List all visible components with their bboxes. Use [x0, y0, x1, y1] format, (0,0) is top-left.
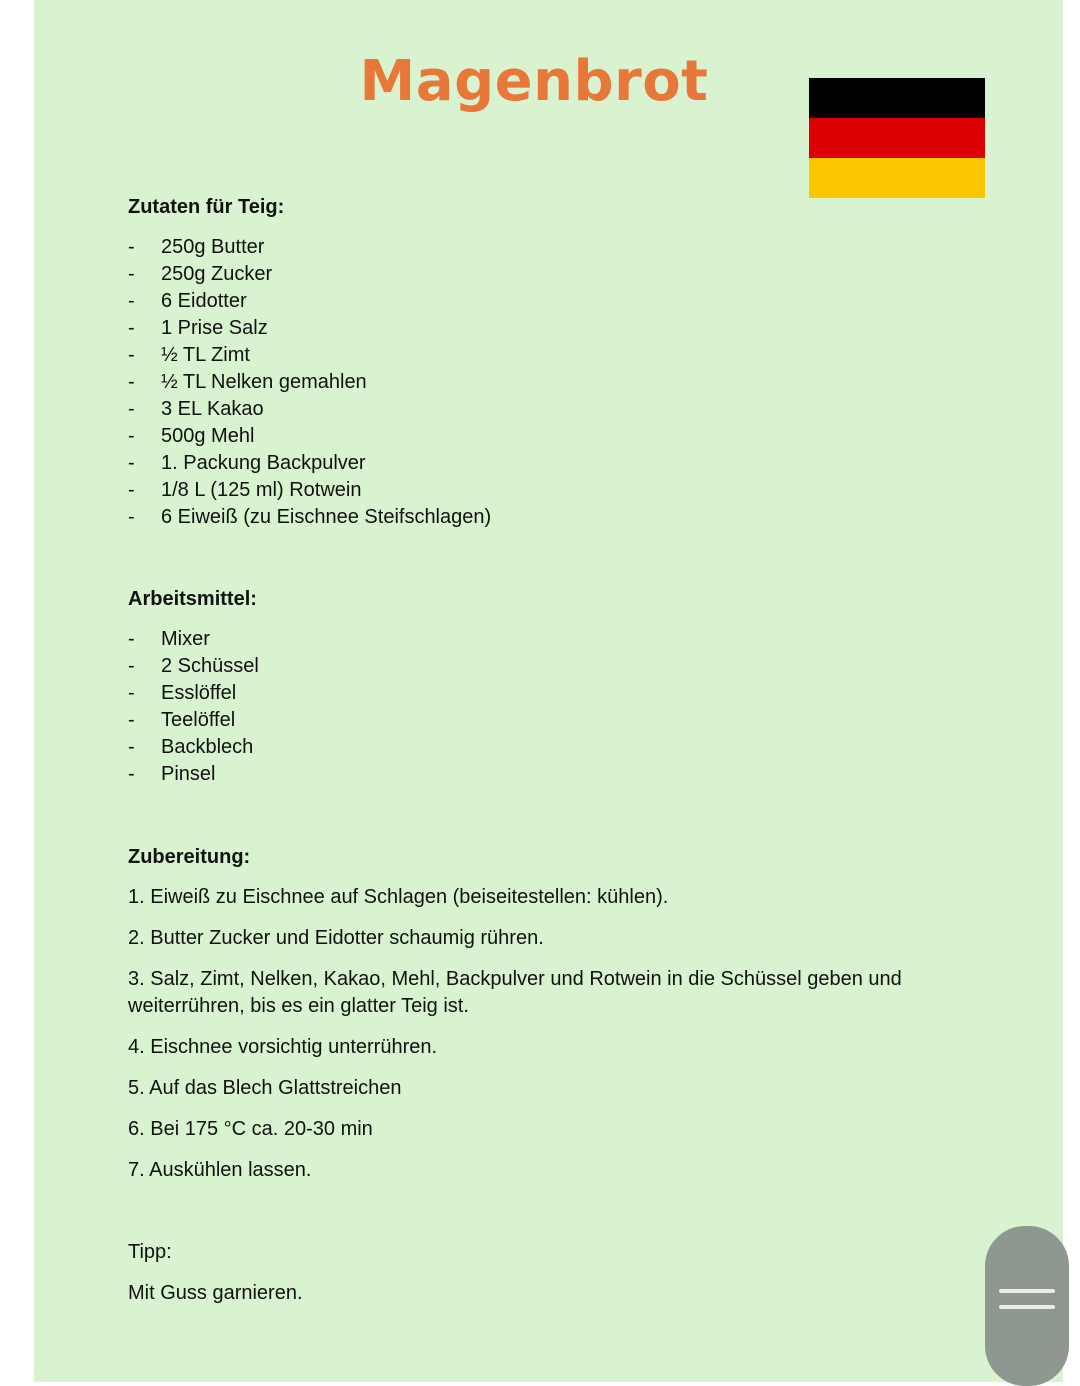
- list-item: - 250g Butter: [128, 236, 265, 258]
- preparation-step: 1. Eiweiß zu Eischnee auf Schlagen (beiseitestellen: kühlen).: [128, 886, 669, 908]
- ingredients-heading: Zutaten für Teig:: [128, 196, 285, 218]
- list-item: - 1/8 L (125 ml) Rotwein: [128, 479, 362, 501]
- preparation-step: 4. Eischnee vorsichtig unterrühren.: [128, 1036, 438, 1058]
- list-item: - 500g Mehl: [128, 425, 255, 447]
- list-item: - 6 Eiweiß (zu Eischnee Steifschlagen): [128, 506, 492, 528]
- list-item: - 1 Prise Salz: [128, 317, 268, 339]
- preparation-step: 5. Auf das Blech Glattstreichen: [128, 1077, 402, 1099]
- flag-stripe-red: [809, 118, 985, 158]
- tools-heading: Arbeitsmittel:: [128, 588, 257, 610]
- list-item: - Esslöffel: [128, 682, 237, 704]
- ingredients-list: [128, 234, 491, 531]
- list-item: - 2 Schüssel: [128, 655, 259, 677]
- preparation-heading: Zubereitung:: [128, 846, 251, 868]
- list-item: - 6 Eidotter: [128, 290, 247, 312]
- flag-stripe-black: [809, 78, 985, 118]
- list-item: - Teelöffel: [128, 709, 236, 731]
- preparation-step: 6. Bei 175 °C ca. 20-30 min: [128, 1118, 373, 1140]
- preparation-step: 2. Butter Zucker und Eidotter schaumig rühren.: [128, 927, 544, 949]
- scroll-handle[interactable]: [985, 1226, 1069, 1386]
- list-item: - 1. Packung Backpulver: [128, 452, 366, 474]
- list-item: - 3 EL Kakao: [128, 398, 264, 420]
- list-item: - Mixer: [128, 628, 210, 650]
- list-item: - ½ TL Nelken gemahlen: [128, 371, 367, 393]
- recipe-page: [34, 0, 1063, 1382]
- tip-text: Mit Guss garnieren.: [128, 1282, 303, 1304]
- list-item: - Pinsel: [128, 763, 216, 785]
- page-title: Magenbrot: [359, 49, 709, 114]
- preparation-step: 7. Auskühlen lassen.: [128, 1159, 312, 1181]
- list-item: - ½ TL Zimt: [128, 344, 250, 366]
- tools-list: [128, 626, 259, 788]
- tip-label: Tipp:: [128, 1241, 172, 1263]
- menu-lines-icon: [999, 1289, 1055, 1321]
- flag-stripe-gold: [809, 158, 985, 198]
- preparation-step: 3. Salz, Zimt, Nelken, Kakao, Mehl, Backpulver und Rotwein in die Schüssel geben und weiterrühren, bis es ein glatter Teig ist.: [128, 968, 902, 1017]
- germany-flag-icon: [809, 78, 985, 198]
- list-item: - Backblech: [128, 736, 254, 758]
- list-item: - 250g Zucker: [128, 263, 273, 285]
